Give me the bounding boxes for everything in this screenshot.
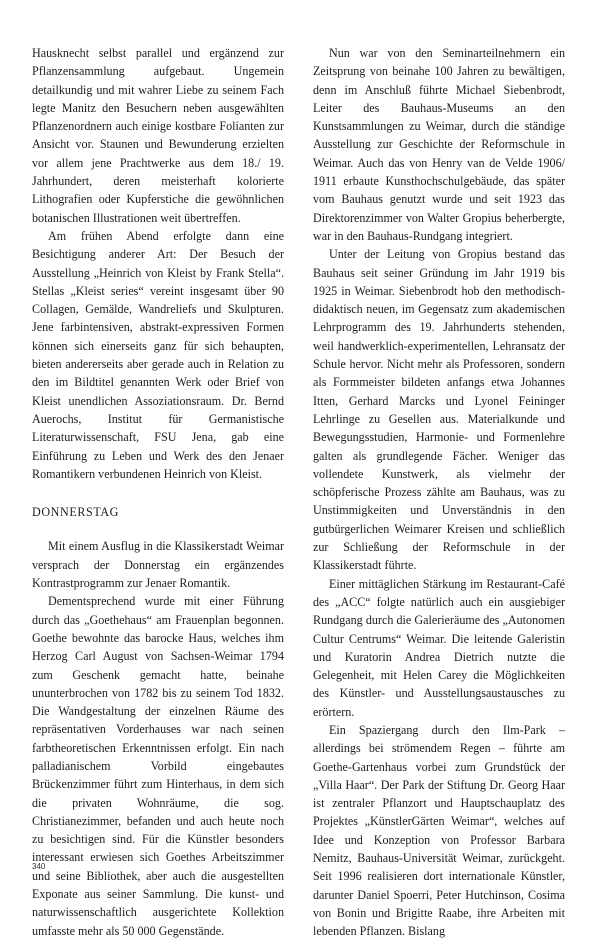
- paragraph: Unter der Leitung von Gropius bestand das Bauhaus seit seiner Gründung im Jahr 1919 bis 1925 in Weimar. Siebenbrodt hob den methodisch-didaktisch neuen, im Gegensatz zum akademischen Lehrprogramm des 19. Jahrhunderts stehenden, weil handwerklich-experimentellen, Lehransatz der Schule hervor. Nicht mehr als Professoren, sondern als Formmeister bildeten anfangs etwa Johannes Itten, Gerhard Marcks und Lyonel Feininger Lehrlinge zu Gesellen aus. Materialkunde und Bewegungsstudien, Harmonie- und Formenlehre galten als grundlegende Fächer. Weniger das vollendete Kunstwerk, als vielmehr der schöpferische Prozess zählte am Bauhaus, was zu Unstimmigkeiten und Unverständnis in den gutbürgerlichen Weimarer Kreisen und schließlich zur Schließung der Reformschule in der Klassikerstadt führte.: [313, 247, 565, 573]
- paragraph: Hausknecht selbst parallel und ergänzend zur Pflanzensammlung aufgebaut. Ungemein detailkundig und mit wahrer Liebe zu seinem Fach legte Manitz den Besuchern neben ausgewählten Pflanzenordnern auch einige kostbare Folianten zur Ansicht vor. Staunen und Bewunderung erzielten vor allem jene Prachtwerke aus dem 18./ 19. Jahrhundert, deren meisterhaft kolorierte Lithografien oder Kupferstiche die gewöhnlichen botanischen Illustrationen weit übertreffen.: [32, 46, 284, 225]
- right-column: [313, 44, 565, 941]
- paragraph: Nun war von den Seminarteilnehmern ein Zeitsprung von beinahe 100 Jahren zu bewältigen, denn im Anschluß führte Michael Siebenbrodt, Leiter des Bauhaus-Museums an den Kunstsammlungen zu Weimar, durch die ständige Ausstellung zur Geschichte der Reformschule in Weimar. Auch das von Henry van de Velde 1906/ 1911 erbaute Kunsthochschulgebäude, das später vom Bauhaus genutzt wurde und seit 1923 das Direktorenzimmer von Walter Gropius beherbergte, war in den Bauhaus-Rundgang integriert.: [313, 46, 565, 243]
- section-heading: DONNERSTAG: [32, 505, 120, 520]
- page-number: 340: [32, 862, 46, 871]
- paragraph: Dementsprechend wurde mit einer Führung durch das „Goethehaus“ am Frauenplan begonnen. Goethe bewohnte das barocke Haus, welches ihm Herzog Carl August von Sachsen-Weimar 1794 zum Geschenk gemacht hatte, beinahe ununterbrochen von 1782 bis zu seinem Tod 1832. Die Wandgestaltung der einzelnen Räume des repräsentativen Vorderhauses war nach seinen farbtheoretischen Erkenntnissen erfolgt. Ein nach palladianischem Vorbild eingebautes Brückenzimmer führt zum Hinterhaus, in dem sich die privaten Wohnräume, die sog. Christianezimmer, befanden und auch heute noch zu besichtigen sind. Für die Künstler besonders interessant erwiesen sich Goethes Arbeitszimmer und seine Bibliothek, aber auch die ausgestellten Exponate aus seiner Sammlung. Die kunst- und naturwissenschaftlich ausgerichtete Kollektion umfasste mehr als 50 000 Gegenstände.: [32, 594, 284, 938]
- left-column: [32, 44, 284, 940]
- paragraph: Mit einem Ausflug in die Klassikerstadt Weimar versprach der Donnerstag ein ergänzendes Kontrastprogramm zur Jenaer Romantik.: [32, 539, 284, 591]
- paragraph: Ein Spaziergang durch den Ilm-Park – allerdings bei strömendem Regen – führte am Goethe-Gartenhaus vorbei zum Grundstück der „Villa Haar“. Der Park der Stiftung Dr. Georg Haar ist zentraler Pflanzort und Hauptschauplatz des Projektes „KünstlerGärten Weimar“, welches auf Idee und Konzeption von Professor Barbara Nemitz, Bauhaus-Universität Weimar, zurückgeht. Seit 1996 realisieren dort internationale Künstler, darunter Daniel Spoerri, Peter Hutchinson, Cosima von Bonin und Brigitte Raabe, ihre Arbeiten mit lebenden Pflanzen. Bislang: [313, 722, 565, 939]
- paragraph: Einer mittäglichen Stärkung im Restaurant-Café des „ACC“ folgte natürlich auch ein ausgiebiger Rundgang durch die Galerieräume des „Autonomen Cultur Centrums“ Weimar. Die leitende Galeristin und Kuratorin Andrea Dietrich nutzte die Gelegenheit, mit Helen Carey die Möglichkeiten des Künstler- und Ausstellungsaustausches zu erörtern.: [313, 576, 565, 719]
- paragraph: Am frühen Abend erfolgte dann eine Besichtigung anderer Art: Der Besuch der Ausstellung „Heinrich von Kleist by Frank Stella“. Stellas „Kleist series“ vereint insgesamt über 90 Collagen, Gemälde, Wandreliefs und Skulpturen. Jene farbintensiven, abstrakt-expressiven Formen können sich einerseits ganz für sich behaupten, bieten andererseits aber gerade auch in Relation zu den im Bildtitel genannten Werk oder Brief von Kleist unendlichen Assoziationsraum. Dr. Bernd Auerochs, Institut für Germanistische Literaturwissenschaft, FSU Jena, gab eine Einführung zu Leben und Werk des den Jenaer Romantikern verbundenen Heinrich von Kleist.: [32, 228, 284, 481]
